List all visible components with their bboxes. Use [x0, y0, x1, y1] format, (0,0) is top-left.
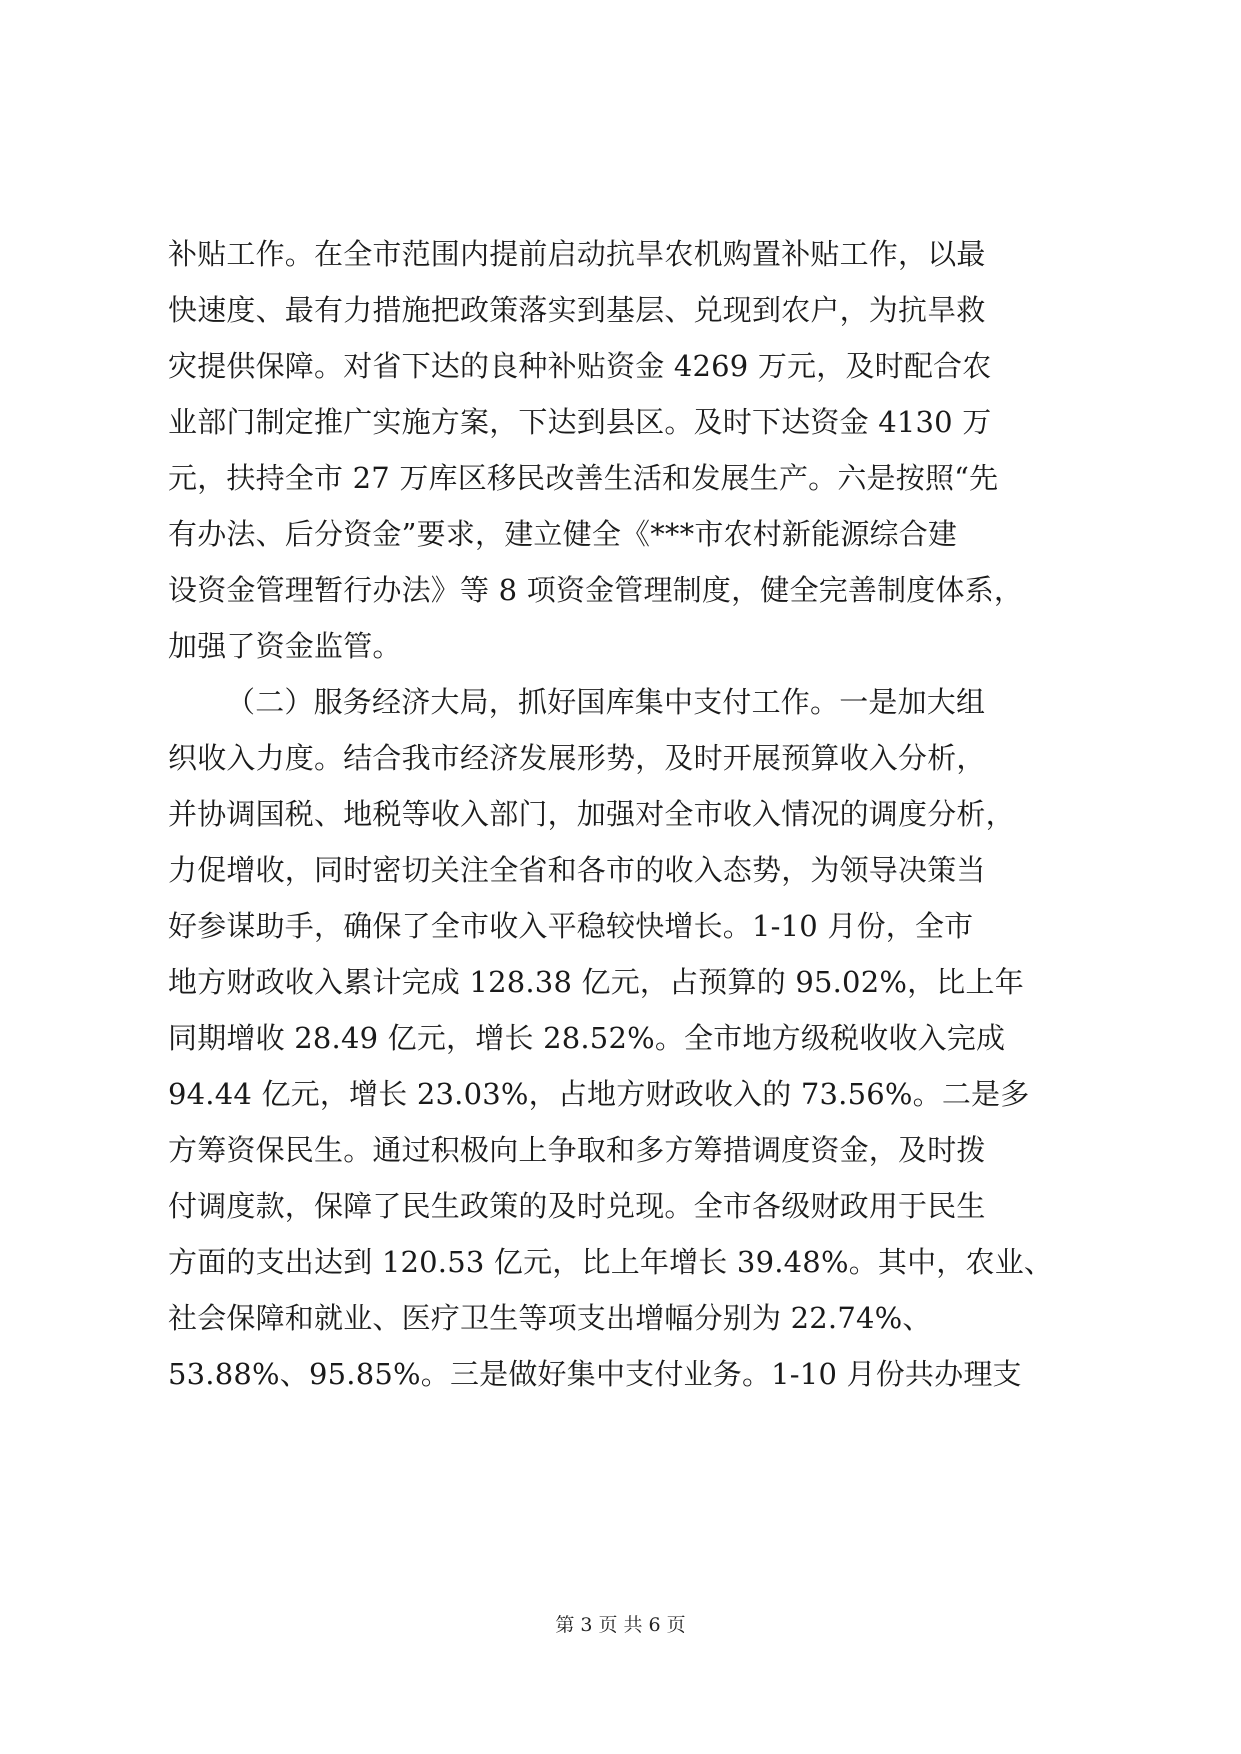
text-line: 并协调国税、地税等收入部门，加强对全市收入情况的调度分析， — [168, 797, 1015, 831]
text-line: 灾提供保障。对省下达的良种补贴资金 4269 万元，及时配合农 — [168, 349, 992, 383]
text-line: 元，扶持全市 27 万库区移民改善生活和发展生产。六是按照“先 — [168, 461, 999, 495]
text-line: 织收入力度。结合我市经济发展形势，及时开展预算收入分析， — [168, 741, 986, 775]
text-line: 加强了资金监管。 — [168, 629, 402, 663]
paragraph-start-line: （二）服务经济大局，抓好国库集中支付工作。一是加大组 — [226, 685, 986, 719]
text-line: 方筹资保民生。通过积极向上争取和多方筹措调度资金，及时拨 — [168, 1133, 986, 1167]
text-line: 53.88%、95.85%。三是做好集中支付业务。1-10 月份共办理支 — [168, 1357, 1022, 1391]
text-line: 力促增收，同时密切关注全省和各市的收入态势，为领导决策当 — [168, 853, 986, 887]
text-line: 付调度款，保障了民生政策的及时兑现。全市各级财政用于民生 — [168, 1189, 986, 1223]
text-line: 业部门制定推广实施方案，下达到县区。及时下达资金 4130 万 — [168, 405, 992, 439]
body-text — [168, 226, 1088, 1402]
text-line: 同期增收 28.49 亿元，增长 28.52%。全市地方级税收收入完成 — [168, 1021, 1006, 1055]
text-line: 社会保障和就业、医疗卫生等项支出增幅分别为 22.74%、 — [168, 1301, 932, 1335]
text-line: 补贴工作。在全市范围内提前启动抗旱农机购置补贴工作，以最 — [168, 237, 986, 271]
text-line: 地方财政收入累计完成 128.38 亿元，占预算的 95.02%，比上年 — [168, 965, 1024, 999]
text-line: 方面的支出达到 120.53 亿元，比上年增长 39.48%。其中，农业、 — [168, 1245, 1054, 1279]
text-line: 94.44 亿元，增长 23.03%，占地方财政收入的 73.56%。二是多 — [168, 1077, 1030, 1111]
text-line: 好参谋助手，确保了全市收入平稳较快增长。1-10 月份，全市 — [168, 909, 974, 943]
page-footer: 第 3 页 共 6 页 — [555, 1614, 686, 1636]
text-line: 设资金管理暂行办法》等 8 项资金管理制度，健全完善制度体系， — [168, 573, 1024, 607]
text-line: 有办法、后分资金”要求，建立健全《***市农村新能源综合建 — [168, 517, 958, 551]
text-line: 快速度、最有力措施把政策落实到基层、兑现到农户，为抗旱救 — [168, 293, 986, 327]
